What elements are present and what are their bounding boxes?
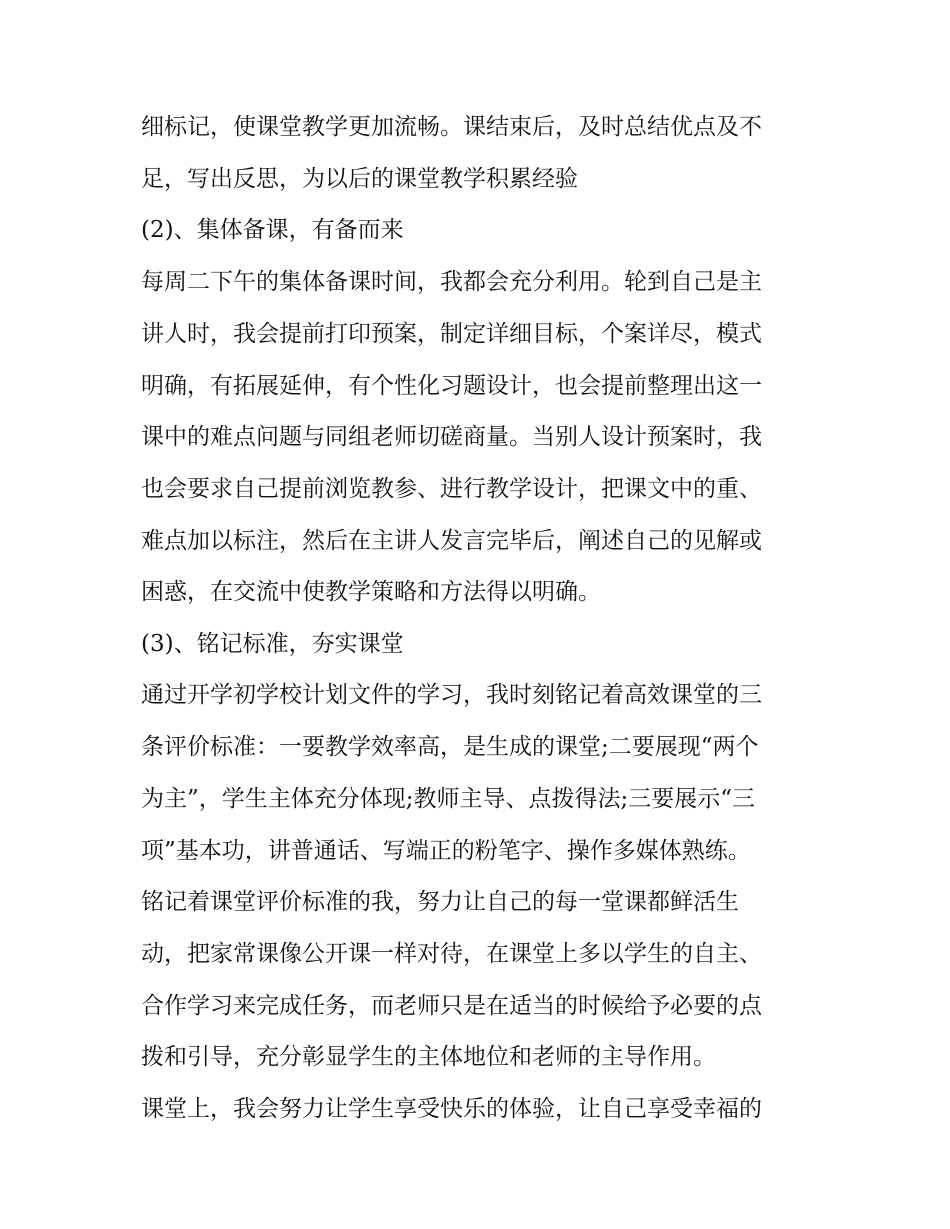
text-line: 困惑，在交流中使教学策略和方法得以明确。 [141,579,601,605]
text-line: 足，写出反思，为以后的课堂教学积累经验 [141,166,578,192]
text-line: 条评价标准：一要教学效率高，是生成的课堂;二要展现“两个 [141,734,759,760]
text-line: 细标记，使课堂教学更加流畅。课结束后，及时总结优点及不 [141,114,762,140]
section-heading: (3)、铭记标准，夯实课堂 [141,631,404,657]
text-line: 课中的难点问题与同组老师切磋商量。当别人设计预案时，我 [141,424,762,450]
section-heading: (2)、集体备课，有备而来 [141,217,404,243]
text-line: 讲人时，我会提前打印预案，制定详细目标，个案详尽，模式 [141,321,762,347]
text-line: 为主”，学生主体充分体现;教师主导、点拨得法;三要展示“三 [141,786,756,812]
text-line: 动，把家常课像公开课一样对待，在课堂上多以学生的自主、 [141,941,762,967]
text-line: 铭记着课堂评价标准的我，努力让自己的每一堂课都鲜活生 [141,889,739,915]
text-line: 合作学习来完成任务，而老师只是在适当的时候给予必要的点 [141,993,762,1019]
text-line: 项”基本功，讲普通话、写端正的粉笔字、操作多媒体熟练。 [141,838,751,864]
text-line: 难点加以标注，然后在主讲人发言完毕后，阐述自己的见解或 [141,528,762,554]
text-line: 拨和引导，充分彰显学生的主体地位和老师的主导作用。 [141,1044,716,1070]
text-line: 课堂上，我会努力让学生享受快乐的体验，让自己享受幸福的 [141,1096,762,1122]
text-line: 也会要求自己提前浏览教参、进行教学设计，把课文中的重、 [141,476,762,502]
text-line: 明确，有拓展延伸，有个性化习题设计，也会提前整理出这一 [141,373,762,399]
text-line: 通过开学初学校计划文件的学习，我时刻铭记着高效课堂的三 [141,682,762,708]
text-line: 每周二下午的集体备课时间，我都会充分利用。轮到自己是主 [141,269,762,295]
